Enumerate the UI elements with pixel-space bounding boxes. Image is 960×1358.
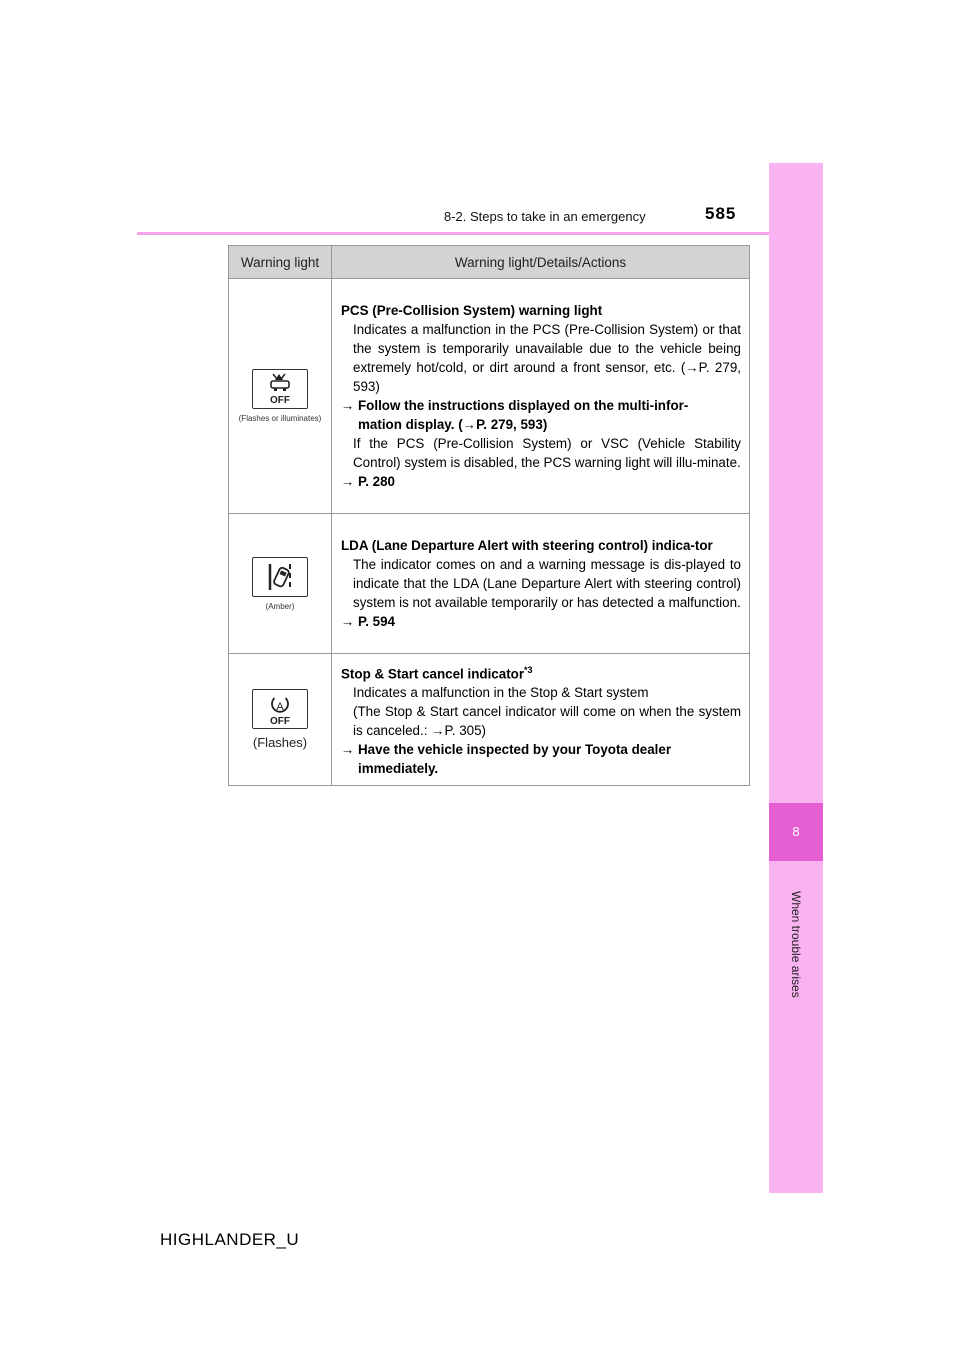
- page-reference[interactable]: P. 594: [358, 614, 395, 629]
- arrow-icon: →: [341, 742, 355, 758]
- stop-start-off-icon: [252, 689, 308, 729]
- chapter-number: 8: [769, 803, 823, 861]
- col-header-warning-light: Warning light: [229, 246, 332, 279]
- details-cell: [332, 279, 750, 514]
- page-reference[interactable]: P. 279, 593): [476, 417, 548, 432]
- icon-cell: [229, 654, 332, 786]
- warning-description: The indicator comes on and a warning message is dis-played to indicate that the LDA (Lane Departure Alert with steering control) system is not available temporarily or has detected a malfunction.: [353, 557, 741, 610]
- icon-caption: (Flashes): [252, 735, 308, 751]
- action-text: [341, 472, 741, 491]
- icon-cell: [229, 514, 332, 654]
- arrow-icon: →: [431, 723, 445, 739]
- warning-title: Stop & Start cancel indicator$^{*3}$: [341, 665, 533, 682]
- icon-caption: (Flashes or illuminates): [238, 414, 322, 423]
- table-row: [229, 514, 750, 654]
- arrow-icon: →: [341, 474, 355, 489]
- action-text: → Follow the instructions displayed on the multi-infor- mation display. (→P. 279, 593): [341, 398, 689, 432]
- page-reference: P. 279, 593): [353, 360, 741, 394]
- action-text: [341, 612, 741, 631]
- col-header-details: Warning light/Details/Actions: [332, 246, 750, 279]
- table-header-row: [229, 246, 750, 279]
- warning-light-table: [228, 245, 750, 786]
- warning-description: Indicates a malfunction in the Stop & Start system: [353, 685, 649, 701]
- warning-description: If the PCS (Pre-Collision System) or VSC (Vehicle Stability Control) system is disabled, the PCS warning light will illu-minate.: [353, 436, 741, 470]
- footer-model-code: HIGHLANDER_U: [160, 1230, 300, 1249]
- arrow-icon: →: [341, 398, 355, 413]
- svg-text:A: A: [276, 701, 284, 714]
- arrow-icon: →: [685, 360, 699, 375]
- warning-description: (The Stop & Start cancel indicator will come on when the system is canceled.: →P. 305): [353, 704, 741, 739]
- icon-cell: [229, 279, 332, 514]
- svg-text:OFF: OFF: [270, 395, 290, 406]
- action-text: → Have the vehicle inspected by your Toyota dealer immediately.: [341, 742, 672, 777]
- page-number: 585: [705, 204, 737, 223]
- warning-title: PCS (Pre-Collision System) warning light: [341, 303, 603, 318]
- warning-title: LDA (Lane Departure Alert with steering control) indica-tor: [341, 538, 713, 553]
- details-cell: [332, 514, 750, 654]
- warning-description: Indicates a malfunction in the PCS (Pre-Collision System) or that the system is temporarily unavailable due to the vehicle being extremely hot/cold, or dirt around a front sensor, etc. (→P. 279, 593): [353, 322, 741, 394]
- table-row: [229, 654, 750, 786]
- lda-icon: [252, 557, 308, 597]
- footnote-marker: *3: [524, 665, 533, 675]
- svg-text:OFF: OFF: [270, 716, 290, 728]
- arrow-icon: →: [462, 417, 477, 432]
- details-cell: [332, 654, 750, 786]
- arrow-icon: →: [341, 614, 355, 629]
- header-divider: [137, 232, 823, 235]
- page-reference[interactable]: P. 305): [444, 723, 486, 739]
- pcs-off-icon: [252, 369, 308, 409]
- section-title: 8-2. Steps to take in an emergency: [444, 209, 646, 224]
- chapter-title: When trouble arises: [789, 891, 803, 998]
- icon-caption: (Amber): [265, 601, 295, 611]
- page-reference[interactable]: P. 280: [358, 474, 395, 489]
- chapter-side-tab: [769, 163, 823, 1193]
- table-row: [229, 279, 750, 514]
